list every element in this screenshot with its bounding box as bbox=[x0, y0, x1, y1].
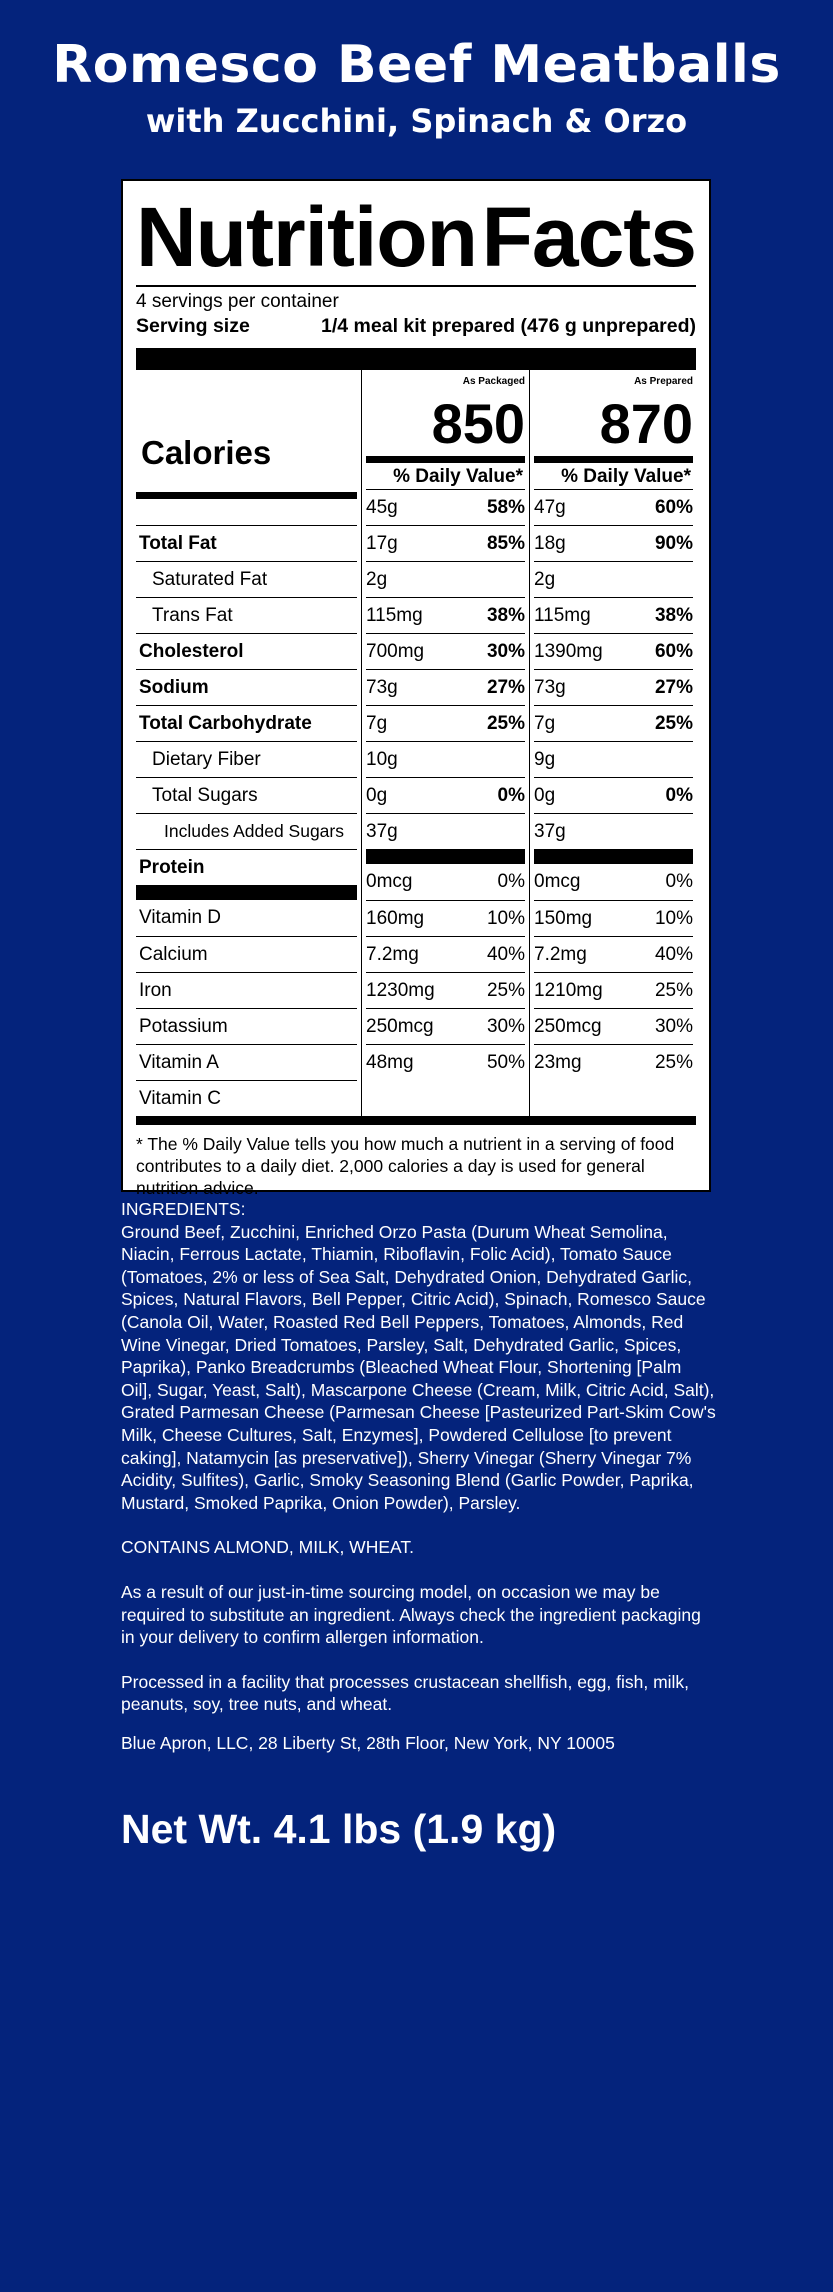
as-prepared-value-row bbox=[534, 597, 693, 633]
nutrient-daily-value: 90% bbox=[654, 532, 693, 554]
nutrient-name: Vitamin D bbox=[139, 907, 222, 928]
nutrient-name: Sodium bbox=[139, 676, 209, 698]
nutrient-daily-value: 30% bbox=[654, 1015, 693, 1037]
nutrient-daily-value: 50% bbox=[486, 1051, 525, 1073]
as-packaged-value-row bbox=[366, 777, 525, 813]
calories-packaged: 850 bbox=[431, 392, 525, 455]
allergen-statement: CONTAINS ALMOND, MILK, WHEAT. bbox=[121, 1537, 414, 1558]
nutrient-name: Vitamin C bbox=[139, 1087, 222, 1109]
as-packaged-label: As Packaged bbox=[462, 376, 525, 387]
nutrient-name-row bbox=[136, 633, 357, 669]
nutrient-amount: 1230mg bbox=[366, 979, 435, 1001]
nutrient-amount: 2g bbox=[534, 568, 556, 590]
nutrient-amount: 160mg bbox=[366, 907, 425, 929]
ingredients-section bbox=[121, 1198, 717, 1776]
vitamin-divider bbox=[534, 849, 693, 864]
nutrient-daily-value: 25% bbox=[654, 979, 693, 1001]
nutrient-amount: 0mcg bbox=[534, 871, 581, 892]
calories-bar bbox=[534, 456, 693, 463]
as-prepared-value-row bbox=[534, 1008, 693, 1044]
as-prepared-value-row bbox=[534, 489, 693, 525]
nutrient-name-row bbox=[136, 597, 357, 633]
nutrient-daily-value: 30% bbox=[486, 640, 525, 662]
sourcing-note: As a result of our just-in-time sourcing model, on occasion we may be required to substitute an ingredient. Always check the ingredient packaging in your delivery to confirm allergen information. bbox=[121, 1581, 701, 1648]
nutrient-daily-value: 25% bbox=[654, 1051, 693, 1073]
daily-value-header: % Daily Value* bbox=[393, 466, 523, 487]
nutrient-name: Dietary Fiber bbox=[152, 748, 261, 770]
nutrition-facts-heading bbox=[136, 189, 696, 285]
as-prepared-value-row bbox=[534, 972, 693, 1008]
serving-size-label: Serving size bbox=[136, 315, 250, 337]
ingredients-paragraph bbox=[121, 1198, 717, 1514]
as-prepared-value-row bbox=[534, 669, 693, 705]
ingredients-list: Ground Beef, Zucchini, Enriched Orzo Pasta (Durum Wheat Semolina, Niacin, Ferrous Lactate, Thiamin, Riboflavin, Folic Acid), Tomato Sauce (Tomatoes, 2% or less of Sea Salt, Dehydrated Onion, Dehydrated Garlic, Spices, Natural Flavors, Bell Pepper, Citric Acid), Spinach, Romesco Sauce (Canola Oil, Water, Roasted Red Bell Peppers, Tomatoes, Almonds, Red Wine Vinegar, Dried Tomatoes, Parsley, Salt, Dehydrated Garlic, Spices, Paprika), Panko Breadcrumbs (Bleached Wheat Flour, Shortening [Palm Oil], Sugar, Yeast, Salt), Mascarpone Cheese (Cream, Milk, Citric Acid, Salt), Grated Parmesan Cheese (Parmesan Cheese [Pasteurized Part-Skim Cow's Milk, Cheese Cultures, Salt, Enzymes], Powdered Cellulose [to prevent caking], Natamycin [as preservative]), Sherry Vinegar (Sherry Vinegar 7% Acidity, Sulfites), Garlic, Smoky Seasoning Blend (Garlic Powder, Paprika, Mustard, Smoked Paprika, Onion Powder), Parsley. bbox=[121, 1221, 716, 1513]
nutrient-daily-value: 0% bbox=[497, 784, 525, 806]
nutrient-daily-value: 27% bbox=[654, 676, 693, 698]
nutrient-name-row bbox=[136, 936, 357, 972]
as-prepared-value-row bbox=[534, 633, 693, 669]
nutrient-amount: 9g bbox=[534, 748, 556, 770]
facility-note: Processed in a facility that processes crustacean shellfish, egg, fish, milk, peanuts, soy, tree nuts, and wheat. bbox=[121, 1671, 690, 1715]
as-packaged-value-row bbox=[366, 1008, 525, 1044]
nutrient-daily-value: 38% bbox=[654, 604, 693, 626]
nutrient-amount: 115mg bbox=[366, 604, 423, 626]
nutrient-amount: 48mg bbox=[366, 1051, 414, 1073]
nutrient-daily-value: 0% bbox=[665, 871, 693, 892]
nutrient-daily-value: 10% bbox=[654, 907, 693, 929]
daily-value-footnote: * The % Daily Value tells you how much a nutrient in a serving of food contributes to a daily diet. 2,000 calories a day is used for general nutrition advice. bbox=[136, 1134, 675, 1198]
nutrient-amount: 7.2mg bbox=[366, 943, 419, 965]
vitamin-divider bbox=[366, 849, 525, 864]
nutrient-daily-value: 58% bbox=[486, 496, 525, 518]
nutrient-daily-value: 40% bbox=[486, 943, 525, 965]
nutrient-name-row bbox=[136, 1008, 357, 1044]
as-packaged-value-row bbox=[366, 900, 525, 936]
nutrient-amount: 7.2mg bbox=[534, 943, 587, 965]
as-packaged-value-row bbox=[366, 597, 525, 633]
nutrient-name-row bbox=[136, 705, 357, 741]
nutrient-daily-value: 25% bbox=[486, 979, 525, 1001]
as-packaged-value-row bbox=[366, 633, 525, 669]
nutrient-daily-value: 60% bbox=[654, 496, 693, 518]
nutrient-amount: 0g bbox=[534, 784, 556, 806]
nutrient-daily-value: 0% bbox=[665, 784, 693, 806]
daily-value-header: % Daily Value* bbox=[561, 466, 691, 487]
as-prepared-value-row bbox=[534, 525, 693, 561]
as-packaged-value-row bbox=[366, 525, 525, 561]
calories-bar bbox=[136, 492, 357, 499]
as-packaged-value-row bbox=[366, 561, 525, 597]
nutrient-name-row bbox=[136, 900, 357, 936]
nutrient-daily-value: 10% bbox=[486, 907, 525, 929]
nutrient-daily-value: 38% bbox=[486, 604, 525, 626]
nutrient-amount: 0mcg bbox=[366, 871, 413, 892]
nutrient-amount: 73g bbox=[366, 676, 398, 698]
nutrient-amount: 7g bbox=[534, 712, 556, 734]
nutrient-daily-value: 60% bbox=[654, 640, 693, 662]
nutrient-daily-value: 0% bbox=[497, 871, 525, 892]
nutrient-name-row bbox=[136, 849, 357, 885]
nutrient-amount: 17g bbox=[366, 532, 398, 554]
as-prepared-value-row bbox=[534, 561, 693, 597]
nutrient-amount: 250mcg bbox=[534, 1015, 602, 1037]
nutrient-daily-value: 85% bbox=[486, 532, 525, 554]
nutrient-amount: 115mg bbox=[534, 604, 591, 626]
as-packaged-value-row bbox=[366, 705, 525, 741]
nutrient-amount: 2g bbox=[366, 568, 388, 590]
nutrient-name: Iron bbox=[139, 979, 172, 1001]
nutrient-amount: 23mg bbox=[534, 1051, 582, 1073]
nutrient-name: Trans Fat bbox=[152, 604, 233, 626]
nutrient-name-row bbox=[136, 1044, 357, 1080]
as-prepared-value-row bbox=[534, 936, 693, 972]
servings-per-container: 4 servings per container bbox=[136, 291, 339, 312]
calories-bar bbox=[366, 456, 525, 463]
nutrient-amount: 47g bbox=[534, 496, 566, 518]
as-prepared-value-row bbox=[534, 864, 693, 900]
nutrient-amount: 18g bbox=[534, 532, 566, 554]
nutrient-name-row bbox=[136, 741, 357, 777]
nutrient-amount: 37g bbox=[534, 820, 566, 842]
nutrient-name: Includes Added Sugars bbox=[164, 821, 344, 841]
nutrient-amount: 7g bbox=[366, 712, 388, 734]
as-packaged-value-row bbox=[366, 936, 525, 972]
as-packaged-value-row bbox=[366, 669, 525, 705]
nutrient-name-row bbox=[136, 813, 357, 849]
as-packaged-value-row bbox=[366, 741, 525, 777]
nutrient-name-row bbox=[136, 777, 357, 813]
footnote-divider bbox=[136, 1116, 696, 1125]
net-weight: Net Wt. 4.1 lbs (1.9 kg) bbox=[121, 1806, 557, 1852]
nutrient-amount: 150mg bbox=[534, 907, 593, 929]
nutrient-name: Calcium bbox=[139, 943, 208, 965]
as-prepared-value-row bbox=[534, 813, 693, 849]
nutrient-name: Cholesterol bbox=[139, 640, 244, 662]
as-prepared-value-row bbox=[534, 741, 693, 777]
nutrient-amount: 700mg bbox=[366, 640, 425, 662]
nutrient-name-row bbox=[136, 525, 357, 561]
nutrient-daily-value: 30% bbox=[486, 1015, 525, 1037]
nutrient-amount: 10g bbox=[366, 748, 398, 770]
nutrient-name: Vitamin A bbox=[139, 1051, 219, 1073]
nutrient-daily-value: 40% bbox=[654, 943, 693, 965]
as-packaged-column bbox=[361, 370, 529, 1116]
calories-label: Calories bbox=[141, 434, 272, 471]
as-prepared-column bbox=[529, 370, 697, 1116]
recipe-subtitle: with Zucchini, Spinach & Orzo bbox=[145, 102, 688, 140]
nutrient-amount: 37g bbox=[366, 820, 398, 842]
nutrient-daily-value: 25% bbox=[486, 712, 525, 734]
vitamin-divider bbox=[136, 885, 357, 900]
as-prepared-value-row bbox=[534, 777, 693, 813]
divider bbox=[136, 285, 696, 287]
as-packaged-value-row bbox=[366, 972, 525, 1008]
nutrient-amount: 1210mg bbox=[534, 979, 603, 1001]
nutrient-name: Total Sugars bbox=[152, 784, 258, 806]
nutrient-amount: 0g bbox=[366, 784, 388, 806]
nutrient-name: Total Carbohydrate bbox=[139, 712, 312, 734]
nutrient-name: Protein bbox=[139, 856, 205, 878]
ingredients-label: INGREDIENTS: bbox=[121, 1199, 246, 1219]
nutrient-daily-value: 27% bbox=[486, 676, 525, 698]
thick-divider bbox=[136, 348, 696, 370]
nutrient-amount: 73g bbox=[534, 676, 566, 698]
calories-prepared: 870 bbox=[599, 392, 693, 455]
as-prepared-label: As Prepared bbox=[634, 376, 693, 387]
nutrient-name-row bbox=[136, 561, 357, 597]
nutrient-names-column bbox=[136, 370, 361, 1116]
serving-size-value: 1/4 meal kit prepared (476 g unprepared) bbox=[321, 315, 696, 337]
nutrient-name-row bbox=[136, 972, 357, 1008]
heading-word-facts: Facts bbox=[481, 190, 696, 284]
nutrient-name: Potassium bbox=[139, 1015, 228, 1037]
nutrient-name-row bbox=[136, 669, 357, 705]
header bbox=[0, 0, 833, 142]
serving-size-line bbox=[136, 315, 696, 338]
nutrient-grid bbox=[136, 370, 696, 1116]
nutrient-amount: 250mcg bbox=[366, 1015, 434, 1037]
nutrient-name: Total Fat bbox=[139, 532, 217, 554]
nutrient-name-row bbox=[136, 1080, 357, 1116]
nutrient-amount: 45g bbox=[366, 496, 398, 518]
nutrition-facts-panel bbox=[121, 179, 711, 1198]
nutrient-amount: 1390mg bbox=[534, 640, 603, 662]
nutrient-daily-value: 25% bbox=[654, 712, 693, 734]
as-prepared-value-row bbox=[534, 705, 693, 741]
as-packaged-value-row bbox=[366, 489, 525, 525]
nutrient-name: Saturated Fat bbox=[152, 568, 268, 590]
as-prepared-value-row bbox=[534, 900, 693, 936]
as-packaged-value-row bbox=[366, 813, 525, 849]
as-packaged-value-row bbox=[366, 864, 525, 900]
company-address: Blue Apron, LLC, 28 Liberty St, 28th Floor, New York, NY 10005 bbox=[121, 1732, 615, 1753]
recipe-title: Romesco Beef Meatballs bbox=[52, 35, 781, 95]
as-packaged-value-row bbox=[366, 1044, 525, 1080]
as-prepared-value-row bbox=[534, 1044, 693, 1080]
heading-word-nutrition: Nutrition bbox=[136, 190, 477, 284]
